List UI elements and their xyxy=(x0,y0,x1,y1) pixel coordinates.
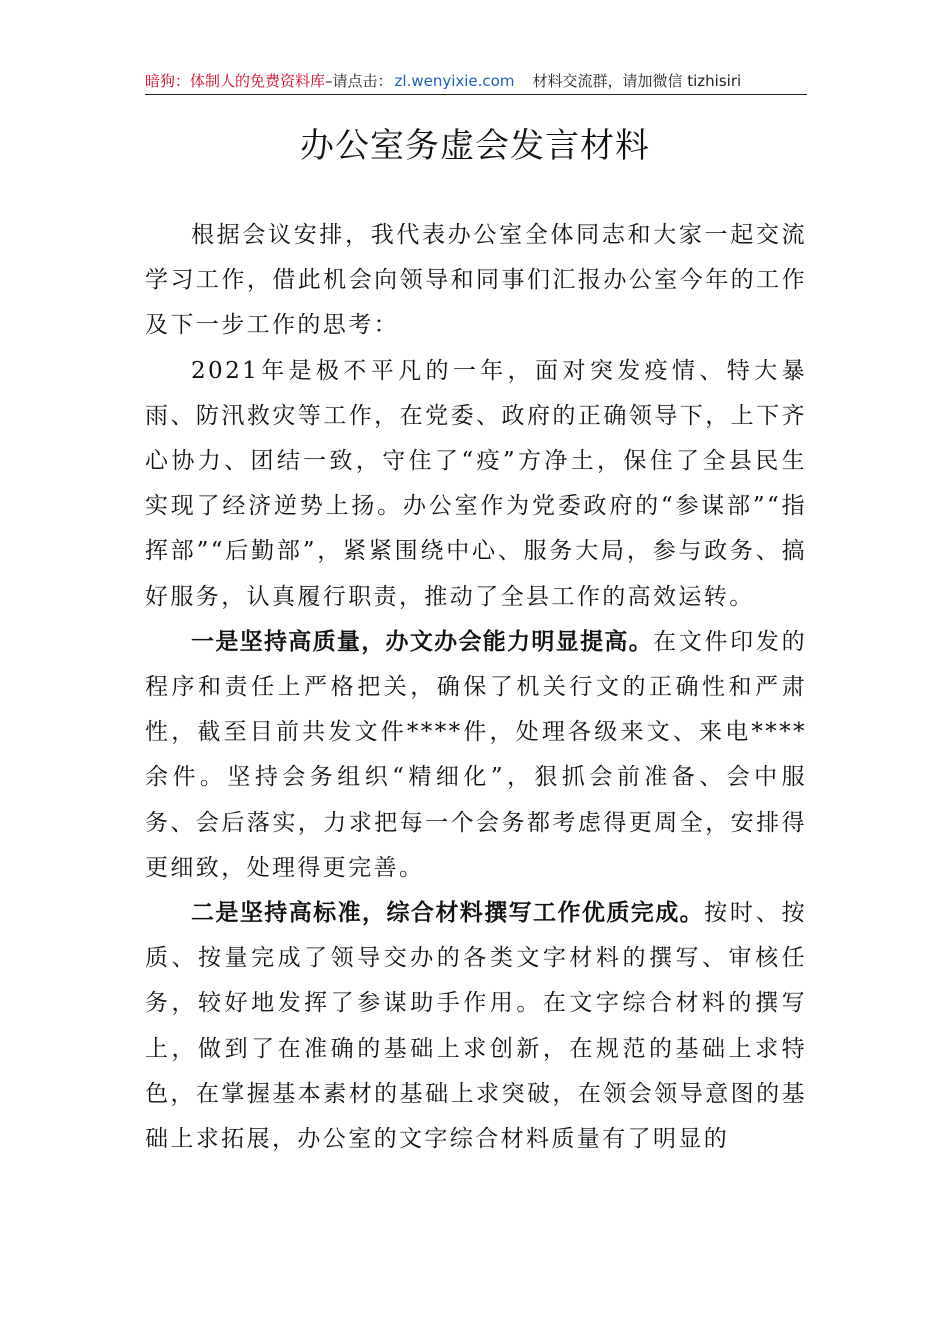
header-url-link[interactable]: zl.wenyixie.com xyxy=(394,72,515,90)
paragraph-point-one xyxy=(145,620,807,891)
header-brand: 暗狗：体制人的免费资料库 xyxy=(145,72,326,90)
paragraph-text: 根据会议安排，我代表办公室全体同志和大家一起交流学习工作，借此机会向领导和同事们汇报办公室今年的工作及下一步工作的思考： xyxy=(145,222,807,339)
paragraph-overview xyxy=(145,349,807,620)
paragraph-text: 2021年是极不平凡的一年，面对突发疫情、特大暴雨、防汛救灾等工作，在党委、政府的正确领导下，上下齐心协力、团结一致，守住了“疫”方净土，保住了全县民生实现了经济逆势上扬。办公室作为党委政府的“参谋部”“指挥部”“后勤部”，紧紧围绕中心、服务大局，参与政务、搞好服务，认真履行职责，推动了全县工作的高效运转。 xyxy=(145,357,807,610)
paragraph-text: 按时、按质、按量完成了领导交办的各类文字材料的撰写、审核任务，较好地发挥了参谋助手作用。在文字综合材料的撰写上，做到了在准确的基础上求创新，在规范的基础上求特色，在掌握基本素材的基础上求突破，在领会领导意图的基础上求拓展，办公室的文字综合材料质量有了明显的 xyxy=(145,900,807,1153)
document-body xyxy=(145,213,807,1162)
paragraph-point-two xyxy=(145,891,807,1162)
paragraph-text: 在文件印发的程序和责任上严格把关，确保了机关行文的正确性和严肃性，截至目前共发文件****件，处理各级来文、来电****余件。坚持会务组织“精细化”，狠抓会前准备、会中服务、会后落实，力求把每一个会务都考虑得更周全，安排得更细致，处理得更完善。 xyxy=(145,628,807,881)
paragraph-lead: 二是坚持高标准，综合材料撰写工作优质完成。 xyxy=(191,900,705,927)
paragraph-lead: 一是坚持高质量，办文办会能力明显提高。 xyxy=(191,628,654,655)
header-click-prompt: –请点击： xyxy=(325,72,393,90)
document-title: 办公室务虚会发言材料 xyxy=(300,126,650,166)
paragraph-intro xyxy=(145,213,807,349)
page-header xyxy=(145,70,807,95)
header-wechat-note: 材料交流群，请加微信 tizhisiri xyxy=(532,72,742,90)
